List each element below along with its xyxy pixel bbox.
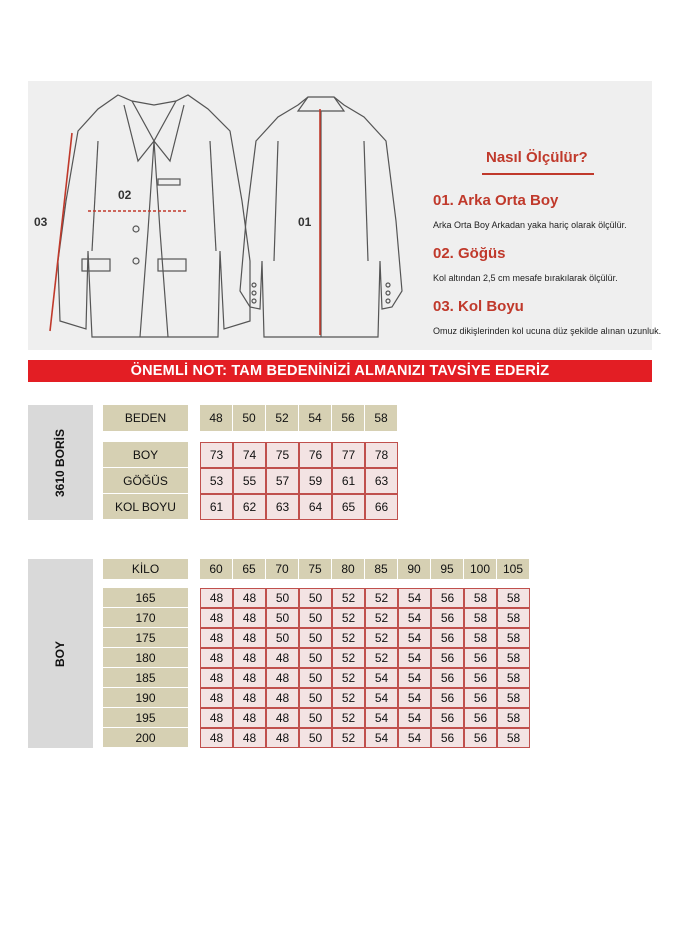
weight-value-cell: 56 — [431, 728, 464, 748]
weight-value-cell: 56 — [431, 588, 464, 608]
size-value-cell: 63 — [365, 468, 398, 494]
size-value-cell: 78 — [365, 442, 398, 468]
weight-header-cell: 85 — [365, 559, 397, 579]
weight-value-cell: 48 — [200, 728, 233, 748]
weight-value-cell: 56 — [464, 688, 497, 708]
weight-header-cell: 60 — [200, 559, 232, 579]
weight-value-cell: 56 — [464, 648, 497, 668]
weight-value-cell: 58 — [497, 628, 530, 648]
size-value-cell: 63 — [266, 494, 299, 520]
step-chest-description: Kol altından 2,5 cm mesafe bırakılarak ölçülür. — [433, 273, 618, 283]
size-header-cell: 54 — [299, 405, 331, 431]
weight-header-cell: 80 — [332, 559, 364, 579]
weight-value-cell: 48 — [266, 708, 299, 728]
weight-value-cell: 50 — [299, 628, 332, 648]
weight-value-cell: 48 — [266, 668, 299, 688]
size-header-label: BEDEN — [103, 405, 188, 431]
weight-value-cell: 48 — [200, 708, 233, 728]
weight-value-cell: 50 — [266, 608, 299, 628]
size-row-label: GÖĞÜS — [103, 468, 188, 493]
size-value-cell: 77 — [332, 442, 365, 468]
weight-value-cell: 48 — [233, 708, 266, 728]
size-table-side-text: 3610 BORİS — [53, 428, 68, 497]
weight-value-cell: 54 — [398, 648, 431, 668]
size-value-cell: 61 — [332, 468, 365, 494]
title-underline — [482, 173, 594, 175]
weight-value-cell: 58 — [464, 608, 497, 628]
size-value-cell: 74 — [233, 442, 266, 468]
weight-table-side-label — [28, 559, 93, 748]
step-sleeve-description: Omuz dikişlerinden kol ucuna düz şekilde alınan uzunluk. — [433, 326, 662, 336]
height-row-label: 180 — [103, 648, 188, 667]
step-back-length-title: 01. Arka Orta Boy — [433, 192, 559, 209]
weight-value-cell: 58 — [464, 588, 497, 608]
weight-value-cell: 48 — [233, 648, 266, 668]
measurement-diagram — [28, 81, 662, 350]
weight-value-cell: 48 — [266, 688, 299, 708]
weight-value-cell: 48 — [233, 588, 266, 608]
weight-value-cell: 58 — [497, 608, 530, 628]
weight-value-cell: 58 — [497, 588, 530, 608]
height-row-label: 170 — [103, 608, 188, 627]
size-row-label: BOY — [103, 442, 188, 467]
weight-value-cell: 56 — [464, 668, 497, 688]
size-header-cell: 58 — [365, 405, 397, 431]
weight-value-cell: 56 — [431, 648, 464, 668]
size-table-side-label — [28, 405, 93, 520]
weight-value-cell: 48 — [233, 688, 266, 708]
how-to-measure-panel — [28, 81, 662, 350]
weight-value-cell: 48 — [200, 588, 233, 608]
size-value-cell: 64 — [299, 494, 332, 520]
weight-value-cell: 52 — [332, 728, 365, 748]
sleeve-marker: 03 — [34, 215, 48, 229]
how-to-measure-title: Nasıl Ölçülür? — [486, 149, 588, 166]
weight-value-cell: 52 — [332, 588, 365, 608]
back-length-marker: 01 — [298, 215, 312, 229]
weight-value-cell: 54 — [365, 708, 398, 728]
weight-value-cell: 50 — [299, 648, 332, 668]
size-value-cell: 75 — [266, 442, 299, 468]
weight-value-cell: 50 — [299, 668, 332, 688]
size-value-cell: 55 — [233, 468, 266, 494]
weight-value-cell: 58 — [497, 688, 530, 708]
size-value-cell: 73 — [200, 442, 233, 468]
weight-value-cell: 52 — [365, 648, 398, 668]
weight-value-cell: 52 — [332, 708, 365, 728]
size-header-cell: 50 — [233, 405, 265, 431]
weight-value-cell: 56 — [431, 608, 464, 628]
step-back-length-description: Arka Orta Boy Arkadan yaka hariç olarak ölçülür. — [433, 220, 627, 230]
weight-value-cell: 54 — [365, 728, 398, 748]
weight-value-cell: 58 — [497, 728, 530, 748]
weight-value-cell: 48 — [200, 668, 233, 688]
weight-value-cell: 50 — [299, 608, 332, 628]
weight-value-cell: 52 — [365, 608, 398, 628]
weight-value-cell: 48 — [200, 688, 233, 708]
weight-table-side-text: BOY — [53, 640, 68, 667]
weight-value-cell: 56 — [431, 708, 464, 728]
weight-value-cell: 48 — [200, 608, 233, 628]
height-row-label: 195 — [103, 708, 188, 727]
weight-value-cell: 58 — [497, 708, 530, 728]
weight-value-cell: 54 — [398, 608, 431, 628]
weight-value-cell: 50 — [266, 628, 299, 648]
weight-header-cell: 90 — [398, 559, 430, 579]
weight-value-cell: 56 — [431, 628, 464, 648]
weight-value-cell: 48 — [233, 668, 266, 688]
weight-value-cell: 54 — [365, 668, 398, 688]
weight-value-cell: 48 — [266, 728, 299, 748]
important-note-banner: ÖNEMLİ NOT: TAM BEDENİNİZİ ALMANIZI TAVSİYE EDERİZ — [28, 360, 652, 382]
weight-value-cell: 56 — [464, 728, 497, 748]
weight-value-cell: 52 — [365, 628, 398, 648]
weight-value-cell: 50 — [299, 728, 332, 748]
size-value-cell: 61 — [200, 494, 233, 520]
weight-value-cell: 54 — [365, 688, 398, 708]
chest-marker: 02 — [118, 188, 132, 202]
weight-header-cell: 100 — [464, 559, 496, 579]
height-row-label: 200 — [103, 728, 188, 747]
size-header-cell: 48 — [200, 405, 232, 431]
size-header-cell: 52 — [266, 405, 298, 431]
weight-value-cell: 50 — [266, 588, 299, 608]
size-value-cell: 59 — [299, 468, 332, 494]
weight-value-cell: 52 — [332, 648, 365, 668]
size-value-cell: 62 — [233, 494, 266, 520]
weight-value-cell: 56 — [431, 688, 464, 708]
weight-value-cell: 48 — [233, 608, 266, 628]
weight-value-cell: 54 — [398, 728, 431, 748]
weight-value-cell: 50 — [299, 588, 332, 608]
size-value-cell: 57 — [266, 468, 299, 494]
weight-value-cell: 48 — [233, 728, 266, 748]
weight-header-cell: 75 — [299, 559, 331, 579]
weight-value-cell: 48 — [200, 628, 233, 648]
weight-value-cell: 50 — [299, 708, 332, 728]
weight-value-cell: 48 — [200, 648, 233, 668]
size-value-cell: 66 — [365, 494, 398, 520]
height-row-label: 175 — [103, 628, 188, 647]
weight-value-cell: 52 — [332, 668, 365, 688]
weight-value-cell: 54 — [398, 668, 431, 688]
weight-value-cell: 52 — [365, 588, 398, 608]
weight-value-cell: 58 — [497, 648, 530, 668]
weight-header-cell: 95 — [431, 559, 463, 579]
height-row-label: 190 — [103, 688, 188, 707]
weight-value-cell: 54 — [398, 628, 431, 648]
weight-value-cell: 56 — [431, 668, 464, 688]
size-row-label: KOL BOYU — [103, 494, 188, 519]
weight-value-cell: 58 — [497, 668, 530, 688]
weight-value-cell: 54 — [398, 688, 431, 708]
weight-value-cell: 54 — [398, 708, 431, 728]
weight-header-cell: 65 — [233, 559, 265, 579]
weight-value-cell: 52 — [332, 608, 365, 628]
size-header-cell: 56 — [332, 405, 364, 431]
weight-value-cell: 50 — [299, 688, 332, 708]
size-value-cell: 76 — [299, 442, 332, 468]
height-row-label: 165 — [103, 588, 188, 607]
size-value-cell: 53 — [200, 468, 233, 494]
weight-header-cell: 105 — [497, 559, 529, 579]
weight-value-cell: 52 — [332, 688, 365, 708]
weight-header-cell: 70 — [266, 559, 298, 579]
step-sleeve-title: 03. Kol Boyu — [433, 298, 524, 315]
weight-header-label: KİLO — [103, 559, 188, 579]
size-value-cell: 65 — [332, 494, 365, 520]
weight-value-cell: 58 — [464, 628, 497, 648]
height-row-label: 185 — [103, 668, 188, 687]
weight-value-cell: 54 — [398, 588, 431, 608]
weight-value-cell: 48 — [233, 628, 266, 648]
weight-value-cell: 56 — [464, 708, 497, 728]
weight-value-cell: 52 — [332, 628, 365, 648]
weight-value-cell: 48 — [266, 648, 299, 668]
step-chest-title: 02. Göğüs — [433, 245, 506, 262]
